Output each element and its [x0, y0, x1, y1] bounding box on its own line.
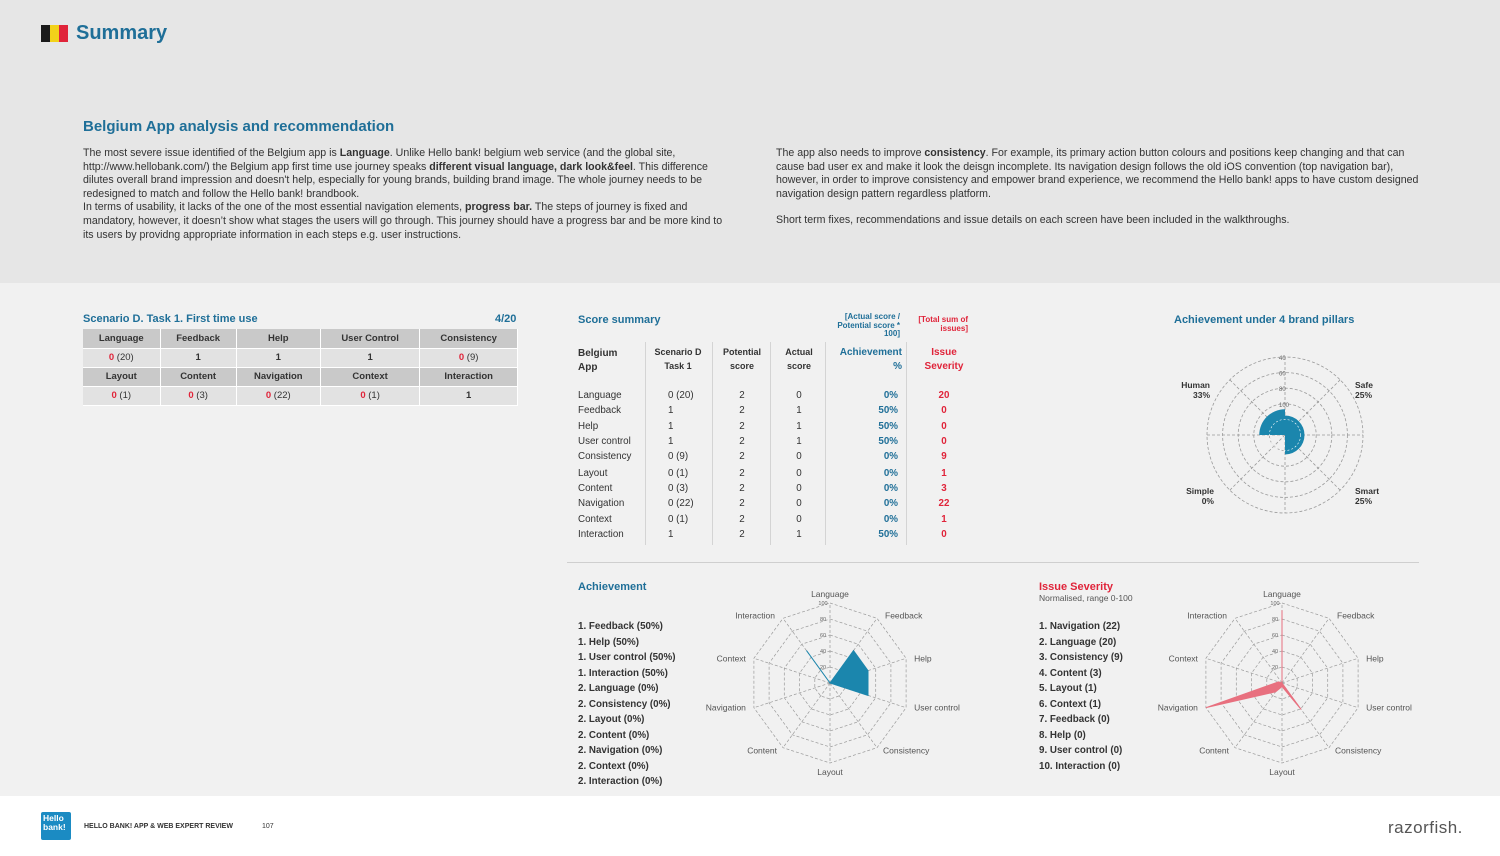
radar-tick-label: 60: [1271, 633, 1279, 639]
score-cell-achievement: 0%: [883, 468, 898, 479]
divider: [906, 342, 907, 545]
radar-tick-label: 100: [1270, 601, 1280, 607]
severity-formula-note: [Total sum of issues]: [918, 315, 968, 333]
list-item: 1. Interaction (50%): [578, 667, 668, 679]
radar-axis: [754, 683, 830, 708]
score-cell-severity: 9: [941, 451, 947, 462]
scenario-title: Scenario D. Task 1. First time use: [83, 313, 258, 325]
radar-tick-label: 20: [819, 665, 827, 671]
score-cell-potential: 2: [739, 468, 745, 479]
list-item: 2. Context (0%): [578, 760, 649, 772]
score-cell-scenario: 1: [668, 529, 674, 540]
scenario-table: [83, 329, 518, 406]
score-row-label: Layout: [578, 468, 608, 479]
score-row-label: Language: [578, 390, 622, 401]
list-item: 8. Help (0): [1039, 729, 1086, 741]
score-cell-severity: 1: [941, 468, 947, 479]
radar-category-label: Consistency: [883, 745, 930, 756]
scenario-value-row: [83, 386, 518, 405]
score-value: (20): [114, 352, 134, 363]
zero-score: 0: [108, 352, 115, 363]
score-cell-achievement: 50%: [878, 529, 898, 540]
scenario-cell: [320, 348, 419, 367]
analysis-right-text: [776, 147, 1421, 228]
radar-category-label: Language: [811, 589, 849, 599]
score-cell-actual: 1: [796, 405, 802, 416]
paragraph: [776, 214, 1421, 228]
achievement-formula-note: [Actual score / Potential score * 100]: [837, 312, 900, 339]
divider: [825, 342, 826, 545]
list-item: 2. Language (0%): [578, 683, 659, 694]
pillars-radar-chart: [1190, 350, 1380, 525]
score-cell-actual: 1: [796, 436, 802, 447]
score-cell-potential: 2: [739, 405, 745, 416]
text-run: . This difference dilutes overall brand impression and doesn't help, especially for young brands, building brand image. The whole journey needs to be redesigned to match and follow the Hello bank! brandbook.: [83, 160, 708, 200]
list-item: 2. Layout (0%): [578, 714, 645, 725]
flag-stripe: [59, 25, 68, 42]
razorfish-logo: razorfish.: [1388, 818, 1463, 837]
score-cell-actual: 0: [796, 498, 802, 509]
list-item: 10. Interaction (0): [1039, 760, 1121, 772]
list-item: 1. Navigation (22): [1039, 621, 1121, 632]
scenario-value-row: [83, 348, 518, 367]
scenario-cell: User Control: [320, 329, 419, 348]
col-app: Belgium App: [578, 348, 618, 373]
score-cell-severity: 0: [941, 405, 947, 416]
severity-title: Issue Severity: [1039, 581, 1113, 593]
radar-category-label: Help: [914, 653, 932, 664]
severity-list: [1039, 619, 1123, 774]
radar-category-label: Content: [1199, 745, 1229, 756]
score-value: 1: [195, 352, 201, 363]
radar-category-label: Navigation: [1157, 702, 1198, 713]
list-item: 1. User control (50%): [578, 652, 676, 663]
radar-category-label: Consistency: [1335, 745, 1382, 756]
score-cell-severity: 20: [938, 390, 950, 401]
radar-tick-label: 40: [1271, 649, 1279, 655]
analysis-heading: Belgium App analysis and recommendation: [83, 118, 395, 135]
list-item: 6. Context (1): [1039, 698, 1102, 710]
page-title: Summary: [76, 22, 168, 44]
col-actual: Actual score: [785, 347, 813, 371]
pillar-label-simple: Simple 0%: [1186, 486, 1214, 506]
score-cell-potential: 2: [739, 451, 745, 462]
score-cell-actual: 0: [796, 483, 802, 494]
score-cell-severity: 3: [941, 483, 947, 494]
score-value: (22): [271, 390, 291, 401]
scenario-cell: Feedback: [160, 329, 236, 348]
col-potential: Potential score: [722, 347, 761, 371]
score-cell-severity: 0: [941, 529, 947, 540]
radar-category-label: User control: [914, 702, 960, 713]
score-cell-achievement: 0%: [883, 390, 898, 401]
achievement-list: [578, 619, 675, 790]
col-achievement: Achievement %: [839, 347, 902, 372]
radar-category-label: Navigation: [705, 702, 746, 713]
radar-axis: [1282, 658, 1358, 683]
text-run: . Unlike Hello bank! belgium web service (and the global site, http://www.hellobank.com/) the Belgium app first time use journey speaks: [83, 147, 676, 173]
score-cell-potential: 2: [739, 390, 745, 401]
divider: [770, 342, 771, 545]
text-run: In terms of usability, it lacks of the one of the most essential navigation elements,: [83, 201, 465, 214]
radar-tick-label: 60: [1279, 371, 1286, 378]
pillar-label-safe: Safe 25%: [1355, 380, 1373, 400]
list-item: 2. Content (0%): [578, 729, 650, 741]
score-cell-potential: 2: [739, 436, 745, 447]
text-run: . For example, its primary action button colours and positions keep changing and that can cause bad user ex and make it look the deisgn incomplete. Its navigation design follows the old iOS convention (top navigation bar), however, in order to improve consistency and empower brand experience, we recommend the Hello bank! apps to have custom designed navigation design pattern regardless platform.: [776, 147, 1419, 200]
page-number: 107: [262, 823, 274, 830]
radar-category-label: Interaction: [735, 610, 775, 621]
score-row-label: User control: [578, 436, 631, 447]
score-cell-potential: 2: [739, 529, 745, 540]
severity-subtitle: Normalised, range 0-100: [1039, 593, 1133, 603]
zero-score: 0: [265, 390, 272, 401]
score-cell-scenario: 1: [668, 421, 674, 432]
radar-axis: [830, 683, 877, 748]
radar-category-label: Interaction: [1187, 610, 1227, 621]
score-row-label: Feedback: [578, 405, 622, 416]
footer-title: HELLO BANK! APP & WEB EXPERT REVIEW: [84, 823, 233, 830]
score-cell-actual: 0: [796, 451, 802, 462]
scenario-cell: Interaction: [420, 367, 518, 386]
score-cell-actual: 0: [796, 514, 802, 525]
radar-series: [1206, 610, 1301, 709]
emphasis-text: consistency: [924, 147, 986, 159]
col-scenario: Scenario D Task 1: [654, 347, 702, 371]
list-item: 2. Consistency (0%): [578, 698, 671, 710]
achievement-title: Achievement: [578, 581, 647, 593]
radar-axis: [754, 658, 830, 683]
radar-tick-label: 80: [1279, 387, 1286, 394]
zero-score: 0: [111, 390, 117, 401]
hello-bank-logo: Hello bank!: [41, 812, 71, 840]
severity-radar-chart: [1152, 582, 1422, 782]
score-cell-actual: 0: [796, 468, 802, 479]
score-row-label: Navigation: [578, 498, 625, 509]
text-run: The app also needs to improve: [776, 147, 925, 159]
radar-category-label: Language: [1263, 589, 1301, 599]
radar-tick-label: 20: [1271, 665, 1279, 671]
col-severity: Issue Severity: [924, 347, 964, 372]
paragraph: [83, 201, 733, 242]
score-cell-actual: 1: [796, 421, 802, 432]
scenario-cell: Help: [236, 329, 320, 348]
radar-category-label: Layout: [817, 767, 843, 777]
text-run: The most severe issue identified of the Belgium app is: [83, 147, 340, 159]
scenario-score: 4/20: [495, 313, 517, 325]
radar-tick-label: 80: [1271, 617, 1279, 623]
score-cell-severity: 0: [941, 421, 947, 432]
radar-tick-label: 40: [1279, 356, 1286, 362]
score-summary-title: Score summary: [578, 314, 661, 326]
score-row-label: Context: [578, 514, 612, 525]
divider: [645, 342, 646, 545]
score-cell-scenario: 0 (9): [668, 451, 689, 462]
radar-tick-label: 100: [1279, 402, 1290, 409]
pillar-label-smart: Smart 25%: [1355, 486, 1380, 506]
scenario-cell: [160, 348, 236, 367]
list-item: 7. Feedback (0): [1039, 714, 1110, 725]
scenario-cell: [320, 386, 419, 405]
radar-category-label: Feedback: [1337, 610, 1375, 621]
scenario-cell: [236, 386, 320, 405]
score-cell-achievement: 50%: [878, 436, 898, 447]
score-value: 1: [466, 390, 472, 401]
score-cell-scenario: 1: [668, 405, 674, 416]
score-value: (1): [116, 390, 132, 401]
belgium-flag-icon: [41, 25, 68, 42]
radar-sector-safe: [1285, 416, 1305, 436]
pillar-label-human: Human 33%: [1181, 380, 1210, 400]
analysis-left-text: [83, 147, 733, 242]
radar-category-label: User control: [1366, 702, 1412, 713]
score-cell-achievement: 0%: [883, 483, 898, 494]
list-item: 3. Consistency (9): [1039, 652, 1123, 663]
score-cell-potential: 2: [739, 514, 745, 525]
emphasis-text: progress bar.: [464, 201, 533, 214]
radar-axis: [1282, 683, 1358, 708]
flag-stripe: [41, 25, 50, 42]
scenario-cell: Content: [160, 367, 236, 386]
radar-category-label: Feedback: [885, 610, 923, 621]
score-cell-actual: 1: [796, 529, 802, 540]
score-cell-scenario: 0 (3): [668, 483, 689, 494]
paragraph: [83, 147, 733, 201]
score-value: 1: [275, 352, 281, 363]
radar-axis: [1206, 658, 1282, 683]
radar-tick-label: 60: [819, 633, 827, 639]
scenario-cell: [83, 386, 160, 405]
text-run: The steps of journey is fixed and mandatory, however, it doesn’t show what stages the users will go through. This journey should have a progress bar and be more kind to its users by providng appropriate information in each steps e.g. user instructions.: [83, 201, 723, 241]
scenario-header-row: [83, 367, 518, 386]
scenario-cell: [420, 386, 518, 405]
radar-axis: [783, 683, 830, 748]
scenario-cell: [83, 348, 160, 367]
radar-tick-label: 100: [818, 601, 828, 607]
zero-score: 0: [188, 390, 194, 401]
radar-tick-label: 80: [819, 617, 827, 623]
score-cell-achievement: 0%: [883, 514, 898, 525]
score-cell-actual: 0: [796, 390, 802, 401]
radar-axis: [1282, 618, 1329, 683]
divider: [712, 342, 713, 545]
score-cell-severity: 22: [938, 498, 950, 509]
score-cell-achievement: 0%: [883, 451, 898, 462]
list-item: 2. Language (20): [1039, 636, 1117, 648]
zero-score: 0: [458, 352, 465, 363]
list-item: 1. Help (50%): [578, 636, 639, 648]
score-cell-scenario: 0 (22): [668, 498, 694, 509]
scenario-cell: Language: [83, 329, 160, 348]
score-row-label: Help: [578, 421, 599, 432]
paragraph: [776, 147, 1421, 201]
scenario-cell: Context: [320, 367, 419, 386]
score-cell-potential: 2: [739, 498, 745, 509]
scenario-cell: [236, 348, 320, 367]
radar-category-label: Help: [1366, 653, 1384, 664]
score-value: (9): [464, 352, 479, 363]
radar-category-label: Context: [1168, 653, 1198, 664]
list-item: 5. Layout (1): [1039, 683, 1097, 694]
radar-sector-smart: [1285, 435, 1305, 455]
score-cell-potential: 2: [739, 483, 745, 494]
score-cell-achievement: 0%: [883, 498, 898, 509]
scenario-cell: Navigation: [236, 367, 320, 386]
list-item: 9. User control (0): [1039, 745, 1123, 756]
radar-category-label: Context: [716, 653, 746, 664]
score-value: (3): [193, 390, 208, 401]
zero-score: 0: [360, 390, 366, 401]
achievement-radar-chart: [700, 582, 970, 782]
list-item: 2. Navigation (0%): [578, 745, 663, 756]
score-cell-scenario: 0 (1): [668, 514, 689, 525]
scenario-cell: [160, 386, 236, 405]
scenario-cell: Consistency: [420, 329, 518, 348]
section-divider: [567, 562, 1419, 563]
score-row-label: Content: [578, 483, 613, 494]
score-cell-severity: 0: [941, 436, 947, 447]
emphasis-text: Language: [339, 147, 390, 159]
score-cell-severity: 1: [941, 514, 947, 525]
emphasis-text: different visual language, dark look&feel: [429, 160, 633, 173]
score-value: (1): [365, 390, 380, 401]
score-cell-scenario: 1: [668, 436, 674, 447]
radar-category-label: Layout: [1269, 767, 1295, 777]
text-run: Short term fixes, recommendations and issue details on each screen have been included in the walkthroughs.: [776, 214, 1290, 227]
radar-category-label: Content: [747, 745, 777, 756]
score-cell-achievement: 50%: [878, 421, 898, 432]
radar-axis: [1230, 435, 1285, 490]
score-cell-scenario: 0 (1): [668, 468, 689, 479]
list-item: 4. Content (3): [1039, 667, 1102, 679]
flag-stripe: [50, 25, 59, 42]
pillars-title: Achievement under 4 brand pillars: [1174, 314, 1355, 326]
score-row-label: Interaction: [578, 529, 624, 540]
list-item: 1. Feedback (50%): [578, 621, 663, 632]
score-cell-achievement: 50%: [878, 405, 898, 416]
scenario-header-row: [83, 329, 518, 348]
radar-tick-label: 40: [819, 649, 827, 655]
score-value: 1: [367, 352, 373, 363]
scenario-cell: Layout: [83, 367, 160, 386]
score-cell-scenario: 0 (20): [668, 390, 694, 401]
score-cell-potential: 2: [739, 421, 745, 432]
scenario-cell: [420, 348, 518, 367]
score-row-label: Consistency: [578, 451, 632, 462]
list-item: 2. Interaction (0%): [578, 776, 663, 787]
